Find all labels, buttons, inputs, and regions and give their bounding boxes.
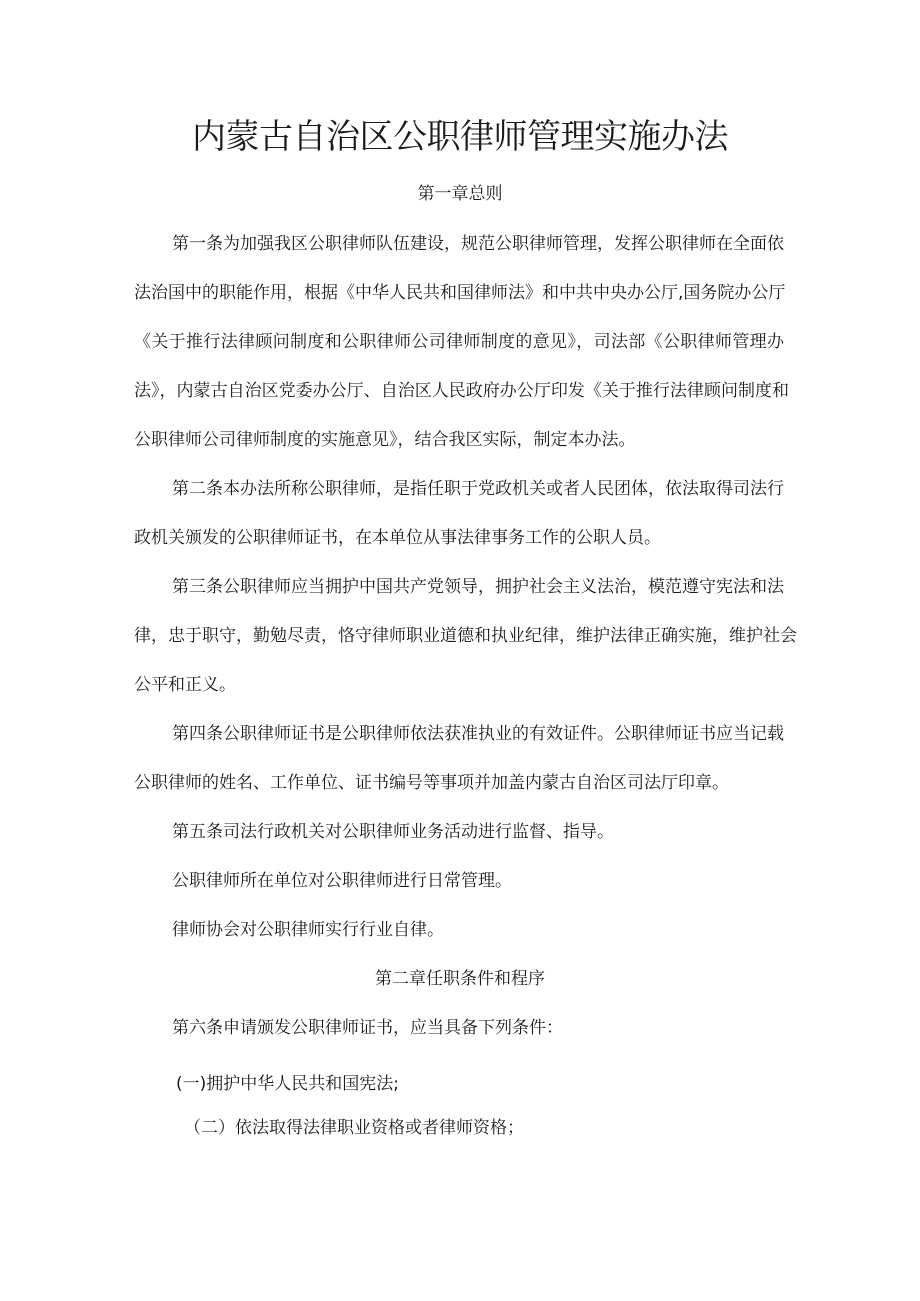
chapter-1-heading: 第一章总则 <box>417 184 503 204</box>
article-3-line-2: 律，忠于职守，勤勉尽责，恪守律师职业道德和执业纪律，维护法律正确实施，维护社会 <box>134 626 797 646</box>
chapter-2-heading: 第二章任职条件和程序 <box>375 969 545 989</box>
article-4-line-1: 第四条公职律师证书是公职律师依法获准执业的有效证件。公职律师证书应当记载 <box>172 724 784 744</box>
article-3-line-3: 公平和正义。 <box>134 675 236 695</box>
article-3-line-1: 第三条公职律师应当拥护中国共产党领导，拥护社会主义法治，模范遵守宪法和法 <box>172 577 784 597</box>
article-2-line-1: 第二条本办法所称公职律师，是指任职于党政机关或者人民团体，依法取得司法行 <box>172 479 784 499</box>
article-1-line-5: 公职律师公司律师制度的实施意见》，结合我区实际，制定本办法。 <box>134 430 636 450</box>
article-6-line-1: 第六条申请颁发公职律师证书，应当具备下列条件： <box>172 1018 563 1038</box>
article-5-paragraph-3: 律师协会对公职律师实行行业自律。 <box>172 920 444 940</box>
article-1-line-1: 第一条为加强我区公职律师队伍建设，规范公职律师管理，发挥公职律师在全面依 <box>172 234 784 254</box>
article-1-line-3: 《关于推行法律顾问制度和公职律师公司律师制度的意见》，司法部《公职律师管理办 <box>134 332 784 352</box>
article-4-line-2: 公职律师的姓名、工作单位、证书编号等事项并加盖内蒙古自治区司法厅印章。 <box>134 773 729 793</box>
article-5-paragraph-2: 公职律师所在单位对公职律师进行日常管理。 <box>172 871 512 891</box>
article-1-line-2: 法治国中的职能作用，根据《中华人民共和国律师法》和中共中央办公厅,国务院办公厅 <box>134 283 786 303</box>
article-1-line-4: 法》，内蒙古自治区党委办公厅、自治区人民政府办公厅印发《关于推行法律顾问制度和 <box>134 381 789 401</box>
article-6-item-2: （二）依法取得法律职业资格或者律师资格； <box>184 1118 524 1138</box>
article-2-line-2: 政机关颁发的公职律师证书，在本单位从事法律事务工作的公职人员。 <box>134 528 661 548</box>
article-5-line-1: 第五条司法行政机关对公职律师业务活动进行监督、指导。 <box>172 822 614 842</box>
article-6-item-1: (一)拥护中华人民共和国宪法; <box>176 1074 399 1094</box>
document-title: 内蒙古自治区公职律师管理实施办法 <box>192 117 728 157</box>
